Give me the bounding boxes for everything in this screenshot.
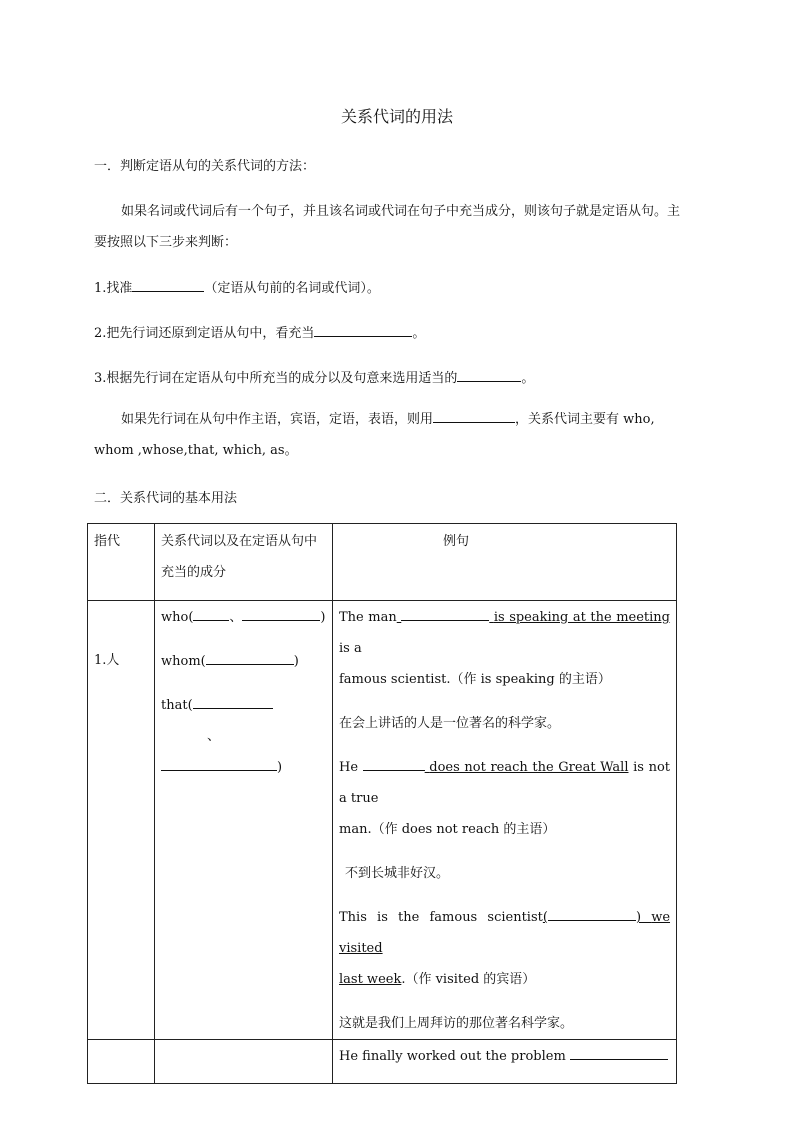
row-category: 1.人 xyxy=(88,601,155,1040)
row-examples xyxy=(333,1040,677,1084)
note-line-1-prefix: 如果先行词在从句中作主语，宾语，定语，表语，则用 xyxy=(121,412,434,427)
that-line-2: ) xyxy=(161,752,326,783)
step-2-suffix: 。 xyxy=(412,326,426,341)
table-row xyxy=(88,1040,677,1084)
row-pronouns xyxy=(155,1040,333,1084)
table-row xyxy=(88,601,677,1040)
step-1-suffix: （定语从句前的名词或代词）。 xyxy=(204,281,380,296)
fill-blank-function[interactable] xyxy=(314,323,412,337)
step-3-suffix: 。 xyxy=(521,371,535,386)
row-pronouns xyxy=(155,601,333,1040)
step-2-prefix: 2.把先行词还原到定语从句中，看充当 xyxy=(94,326,315,341)
fill-blank-that-1[interactable] xyxy=(193,695,273,709)
example-1-line-1: The man is speaking at the meeting is a xyxy=(339,602,670,664)
note-line-1-suffix: ，关系代词主要有 who, xyxy=(515,412,655,427)
row-examples xyxy=(333,601,677,1040)
fill-blank-example-4[interactable] xyxy=(570,1046,668,1060)
who-line: who( 、 ) xyxy=(161,602,326,633)
example-2-translation: 不到长城非好汉。 xyxy=(345,866,450,881)
step-2 xyxy=(94,322,425,341)
table-header-row xyxy=(88,524,677,601)
step-3 xyxy=(94,367,534,386)
row-category xyxy=(88,1040,155,1084)
example-1-line-2: famous scientist.（作 is speaking 的主语） xyxy=(339,672,611,687)
example-3-translation: 这就是我们上周拜访的那位著名科学家。 xyxy=(339,1016,574,1031)
example-2-line-2: man.（作 does not reach 的主语） xyxy=(339,822,556,837)
whom-line: whom( ) xyxy=(161,646,326,677)
step-3-prefix: 3.根据先行词在定语从句中所充当的成分以及句意来选用适当的 xyxy=(94,371,458,386)
fill-blank-who-1[interactable] xyxy=(193,607,229,621)
section1-note xyxy=(94,404,720,466)
step-1 xyxy=(94,277,380,296)
usage-table xyxy=(87,523,677,1084)
intro-line-2: 要按照以下三步来判断： xyxy=(94,235,238,250)
fill-blank-example-3[interactable] xyxy=(548,907,636,921)
section1-heading: 一．判断定语从句的关系代词的方法： xyxy=(94,159,316,174)
header-category: 指代 xyxy=(88,524,155,601)
fill-blank-example-1[interactable] xyxy=(401,607,489,621)
example-1-translation: 在会上讲话的人是一位著名的科学家。 xyxy=(339,716,561,731)
page-title: 关系代词的用法 xyxy=(340,107,453,126)
fill-blank-example-2[interactable] xyxy=(363,757,425,771)
example-3-line-2: last week.（作 visited 的宾语） xyxy=(339,972,536,987)
section1-intro xyxy=(94,196,720,258)
that-line: that(、 xyxy=(161,690,326,752)
fill-blank-whom[interactable] xyxy=(206,651,294,665)
header-pronouns: 关系代词以及在定语从句中充当的成分 xyxy=(155,524,333,601)
note-line-2: whom ,whose,that, which, as。 xyxy=(94,443,298,458)
intro-line-1: 如果名词或代词后有一个句子，并且该名词或代词在句子中充当成分，则该句子就是定语从句。主 xyxy=(121,204,681,219)
step-1-prefix: 1.找准 xyxy=(94,281,133,296)
section2-heading: 二．关系代词的基本用法 xyxy=(94,491,238,506)
example-3-line-1: This is the famous scientist( ) we visited xyxy=(339,902,670,964)
fill-blank-relative[interactable] xyxy=(433,409,515,423)
header-examples: 例句 xyxy=(333,524,677,601)
fill-blank-who-2[interactable] xyxy=(242,607,320,621)
fill-blank-antecedent[interactable] xyxy=(132,278,204,292)
example-4-line-1: He finally worked out the problem xyxy=(339,1041,670,1072)
fill-blank-that-2[interactable] xyxy=(161,757,277,771)
example-2-line-1: He does not reach the Great Wall is not a true xyxy=(339,752,670,814)
fill-blank-pronoun[interactable] xyxy=(457,368,521,382)
